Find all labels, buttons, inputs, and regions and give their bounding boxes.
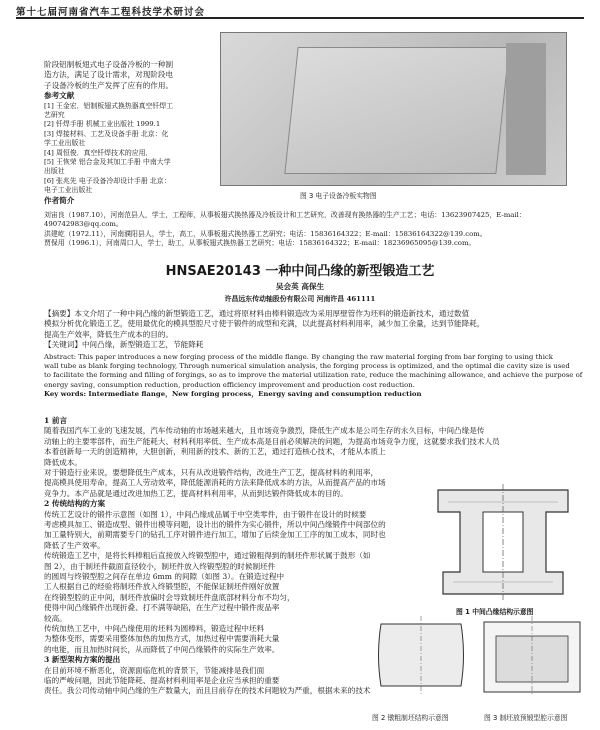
- cold-plate-edge: [506, 43, 546, 175]
- author-bios: [44, 211, 584, 249]
- keywords-en: Key words: Intermediate flange，New forging process，Energy saving and consumption reduction: [44, 390, 422, 399]
- prev-conclusion-line: 造方法，满足了设计需求，对现阶段电: [44, 70, 174, 80]
- figure-2-caption: 图 2 镦粗制坯结构示意图: [372, 714, 449, 722]
- figure-3-caption-prev: 图 3 电子设备冷板实物图: [300, 192, 377, 200]
- reference-item: [4] 周恒俊．真空钎焊技术的应用．: [44, 148, 153, 157]
- body-line: 加工量特别大，前期需要专门的钻孔工序对锻件进行加工，增加了后续金加工工序的加工成本，同时也: [44, 530, 386, 540]
- reference-item: [3] 焊接材料、工艺及设备手册 北京：化: [44, 129, 169, 138]
- header-rule: [16, 17, 584, 19]
- body-line: 在终锻型腔的正中间，制坯件放偏时会导致制坯件盘底部材料分布不均匀，: [44, 592, 295, 602]
- running-header: 第十七届河南省汽车工程科技学术研讨会: [16, 7, 206, 18]
- references-heading: 参考文献: [44, 91, 75, 101]
- reference-list: [44, 102, 219, 196]
- body-line: 责任。我公司传动轴中间凸缘的生产数量大，而且目前存在的技术问题较为严重，根据未来的技术: [44, 686, 371, 696]
- prev-conclusion: [44, 60, 219, 206]
- body-line: 较高。: [44, 613, 67, 623]
- section-2-cont: [44, 624, 371, 697]
- body-line: 传统工艺设计的锻件示意图（如图 1），中间凸缘成品属于中空类零件，由于锻件在设计的时候要: [44, 509, 367, 519]
- reference-item: [1] 王金宏．铝制板翅式换热器真空钎焊工: [44, 101, 174, 110]
- reference-item: [5] 王恢荣 铝合金及其加工手册 中南大学: [44, 158, 171, 167]
- author-bio: 490742983@qq.com。: [44, 220, 123, 229]
- section-1-cont: [44, 468, 424, 624]
- abstract-en-line: to facilitate the forming and filling of forgings, so as to improve the material utilization rate, reduce the machining allowance, and achieve the purpose of: [44, 371, 583, 380]
- body-line: 提高模具使用寿命，提高工人劳动效率，降低能源消耗的方法来降低成本的方法，从而提高产品的市场: [44, 478, 386, 488]
- figure-3-drawing: [484, 616, 580, 696]
- flange-section-figure: [428, 482, 578, 602]
- body-line: 随着我国汽车工业的飞速发展，汽车传动轴的市场越来越大，且市场竞争激烈，降低生产成本是公司生存的永久目标，中间凸缘是传: [44, 426, 485, 436]
- abstract-en-line: wall tube as blank forging technology, Through numerical simulation analysis, the forging process is optimized, and the optimal die cavity size is used: [44, 362, 570, 371]
- body-line: 的电能，而且加热时间长，从而降低了中间凸缘锻件的实际生产效率。: [44, 644, 280, 654]
- abstract-en: [44, 353, 592, 391]
- article-title: HNSAE20143 一种中间凸缘的新型锻造工艺: [165, 264, 435, 279]
- abstract-cn-line: 模拟分析优化锻造工艺，使用最优化的模具型腔尺寸使于锻件的成型和充满，以此提高材料利用率，减少加工余量，达到节能降耗，: [44, 319, 485, 329]
- author-bio: 洪建屹（1972.11），河南濮阳县人，学士，高工，从事板翅式换热器工艺研究；电话：15836164322；E-mail：15836164322@139.com。: [44, 229, 487, 238]
- abstract-cn-line: 提高生产效率，降低生产成本的目的。: [44, 329, 174, 339]
- body-line: 降低成本。: [44, 457, 82, 467]
- body-line: 动轴上的主要零部件，而生产能耗大、材料利用率低、生产成本高是目前必须解决的问题，为提高市场竞争力度，这就要求我们技术人员: [44, 436, 500, 446]
- section-2-heading: 2 传统结构的方案: [44, 499, 106, 509]
- abstract-cn-line: 【摘要】本文介绍了一种中间凸缘的新型锻造工艺，通过将原材料由棒料锻造改为采用厚壁管作为坯料的锻造新技术，通过数值: [44, 309, 470, 318]
- forging-figures: [366, 612, 586, 698]
- author-bio: 贾保用（1996.1），河南周口人，学士，助工，从事板翅式换热器工艺研究；电话：15836164322；E-mail：18236965095@139.com。: [44, 239, 476, 248]
- body-line: 临的严峻问题，因此节能降耗、提高材料利用率是企业应当承担的重要: [44, 676, 280, 686]
- section-3-heading: 3 新型架构方案的提出: [44, 655, 121, 665]
- body-line: 图 2），由于制坯件截面直径较小，制坯件放入终锻型腔的时候制坯件: [44, 561, 276, 571]
- body-line: 对于锻造行业来说，要想降低生产成本，只有从改进锻件结构，改进生产工艺，提高材料的利用率，: [44, 468, 379, 477]
- section-1-heading: 1 前言: [44, 416, 68, 425]
- article-affiliation: 许昌远东传动轴股份有限公司 河南许昌 461111: [224, 295, 376, 303]
- figure-1-caption: 图 1 中间凸缘结构示意图: [456, 608, 534, 616]
- section-1: [44, 416, 592, 468]
- cold-plate-panel: [284, 47, 509, 174]
- abstract-en-line: Abstract: This paper introduces a new forging process of the middle flange. By changing the raw material forging from bar forging to using thick: [44, 352, 553, 361]
- body-line: 工人根据自己的经验将制坯件放入终锻型腔，不能保证制坯件刚好放置: [44, 582, 280, 592]
- figure-2-drawing: [379, 616, 464, 694]
- body-line: 降低了生产效率。: [44, 540, 105, 550]
- body-line: 在目前环境不断恶化，资源面临危机的背景下，节能减排是我们面: [44, 665, 265, 675]
- reference-item: 出版社: [44, 167, 65, 176]
- body-line: 为整体变形，需要采用整体加热的加热方式，加热过程中需要消耗大量: [44, 634, 280, 644]
- keywords-cn: 【关键词】中间凸缘，新型锻造工艺，节能降耗: [44, 340, 204, 350]
- prev-conclusion-line: 阶段铝制板翅式电子设备冷板的一种制: [44, 60, 174, 69]
- body-line: 的圆周与终锻型腔之间存在单边 6mm 的间隙（如图 3）。在锻造过程中: [44, 572, 285, 582]
- abstract-en-line: energy saving, consumption reduction, production efficiency improvement and production cost reduction.: [44, 380, 415, 389]
- article-authors: 吴会英 高保生: [275, 282, 325, 291]
- body-line: 竞争力。本产品就是通过改进加热工艺，提高材料利用率，从而到达锻件降低成本的目的。: [44, 488, 348, 498]
- cold-plate-photo: [220, 32, 567, 186]
- body-line: 传统锻造工艺中，是将长料棒粗后直接放入终锻型腔中，通过锻粗得到的制坯件形状属于鼓形（如: [44, 551, 371, 561]
- reference-item: [2] 钎焊手册 机械工业出版社 1999.1: [44, 120, 161, 129]
- abstract-block: [44, 309, 592, 400]
- body-line: 使得中间凸缘锻件出现折叠、打不满等缺陷，在生产过程中锻件废品率: [44, 603, 280, 613]
- body-line: 本着创新每一天的创造精神，大胆创新，利用新的技术、新的工艺，通过打造核心技术，才能从本质上: [44, 447, 386, 457]
- reference-item: 艺研究: [44, 111, 65, 120]
- author-bio-heading: 作者简介: [44, 195, 75, 205]
- body-line: 考虑模具加工、锻造成型、锻件出模等问题，设计出的锻件为实心锻件，所以中间凸缘锻件中间部位的: [44, 520, 386, 530]
- reference-item: 电子工业出版社: [44, 186, 93, 195]
- author-bio: 刘宙良（1987.10），河南范县人，学士，工程师，从事板翅式换热器及冷板设计和工艺研究，改善现有换热器的生产工艺；电话：13623907425，E-mail：: [44, 211, 526, 219]
- figure-3-caption: 图 3 制坯放预锻型腔示意图: [484, 714, 568, 722]
- reference-item: [6] 张兆先 电子设备冷却设计手册 北京：: [44, 176, 171, 185]
- body-line: 传统加热工艺中，中间凸缘使用的坯料为圆棒料，锻造过程中坯料: [44, 624, 265, 633]
- reference-item: 学工业出版社: [44, 139, 86, 148]
- prev-conclusion-line: 子设备冷板的生产发挥了应有的作用。: [44, 80, 174, 90]
